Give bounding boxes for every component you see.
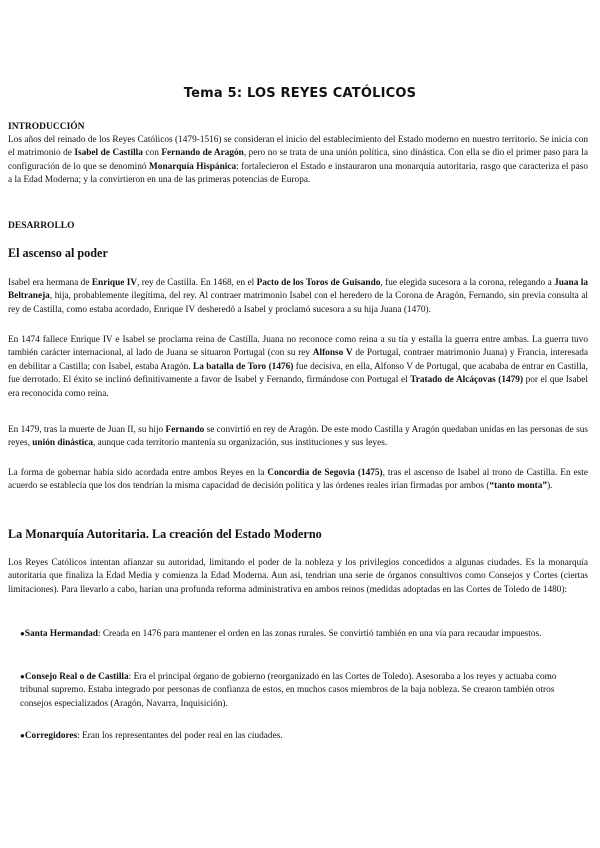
bullet-icon: ● bbox=[20, 672, 25, 681]
monarquia-paragraph: Los Reyes Católicos intentan afianzar su autoridad, limitando el poder de la nobleza y los privilegios concedidos a algunas ciudades. Es la monarquía autoritaria que finaliza la Edad Media y comienza la Edad Moderna. Aun así, tendrían una serie de órganos consultivos como Consejos y Cortes (ciertas limitaciones). Para llevarlo a cabo, harían una profunda reforma administrativa en ambos reinos (medidas adoptadas en las Cortes de Toledo de 1480): bbox=[8, 558, 588, 595]
monarquia-heading: La Monarquía Autoritaria. La creación del Estado Moderno bbox=[8, 527, 322, 541]
ascenso-paragraph-4: La forma de gobernar había sido acordada entre ambos Reyes en la Concordia de Segovia (1475), tras el ascenso de Isabel al trono de Castilla. En este acuerdo se establecía que los dos tendrían la misma capacidad de decisión política y las órdenes reales irían firmadas por ambos (“tanto monta”). bbox=[8, 468, 588, 492]
list-item-consejo-real: ●Consejo Real o de Castilla: Era el principal órgano de gobierno (reorganizado en las Cortes de Toledo). Asesoraba a los reyes y actuaba como tribunal supremo. Estaba integrado por personas de confianza de estos, en muchos casos miembros de la baja nobleza. Se crearon también otros consejos especializados (Aragón, Navarra, Inquisición). bbox=[20, 672, 557, 709]
list-item-santa-hermandad: ●Santa Hermandad: Creada en 1476 para mantener el orden en las zonas rurales. Se convirtió también en una vía para recaudar impuestos. bbox=[20, 629, 542, 639]
desarrollo-heading: DESARROLLO bbox=[8, 221, 75, 231]
ascenso-heading: El ascenso al poder bbox=[8, 246, 108, 260]
bullet-icon: ● bbox=[20, 629, 25, 638]
ascenso-paragraph-2: En 1474 fallece Enrique IV e Isabel se proclama reina de Castilla. Juana no reconoce como reina a su tía y estalla la guerra entre ambas. La guerra tuvo también carácter internacional, al lado de Juana se situaron Portugal (con su rey Alfonso V de Portugal, contraer matrimonio Juana) y Francia, interesada en debilitar a Castilla; con Isabel, estaba Aragón. La batalla de Toro (1476) fue decisiva, en ella, Alfonso V de Portugal, que acababa de entrar en Castilla, fue derrotado. El éxito se inclinó definitivamente a favor de Isabel y Fernando, firmándose con Portugal el Tratado de Alcáçovas (1479) por el que Isabel era reconocida como reina. bbox=[8, 335, 589, 399]
intro-heading: INTRODUCCIÓN bbox=[8, 122, 85, 132]
list-item-corregidores: ●Corregidores: Eran los representantes del poder real en las ciudades. bbox=[20, 731, 283, 741]
intro-paragraph: Los años del reinado de los Reyes Católicos (1479-1516) se consideran el inicio del establecimiento del Estado moderno en nuestro territorio. Se inicia con el matrimonio de Isabel de Castilla con Fernando de Aragón, pero no se trata de una unión política, sino dinástica. Con ella se dio el primer paso para la configuración de lo que se denominó Monarquía Hispánica: fortalecieron el Estado e instauraron una monarquía autoritaria, rasgo que caracteriza el paso a la Edad Moderna; y la convirtieron en una de las primeras potencias de Europa. bbox=[8, 135, 588, 186]
ascenso-paragraph-3: En 1479, tras la muerte de Juan II, su hijo Fernando se convirtió en rey de Aragón. De este modo Castilla y Aragón quedaban unidas en las personas de sus reyes, unión dinástica, aunque cada territorio mantenía su organización, sus instituciones y sus leyes. bbox=[8, 425, 588, 449]
bullet-icon: ● bbox=[20, 731, 25, 740]
page-title: Tema 5: LOS REYES CATÓLICOS bbox=[183, 86, 417, 101]
ascenso-paragraph-1: Isabel era hermana de Enrique IV, rey de Castilla. En 1468, en el Pacto de los Toros de Guisando, fue elegida sucesora a la corona, relegando a Juana la Beltraneja, hija, probablemente ilegítima, del rey. Al contraer matrimonio Isabel con el heredero de la Corona de Aragón, Fernando, sin previa consulta al rey de Castilla, como estaba acordado, Enrique IV desheredó a Isabel y proclamó sucesora a su hija Juana (1470). bbox=[8, 278, 588, 315]
